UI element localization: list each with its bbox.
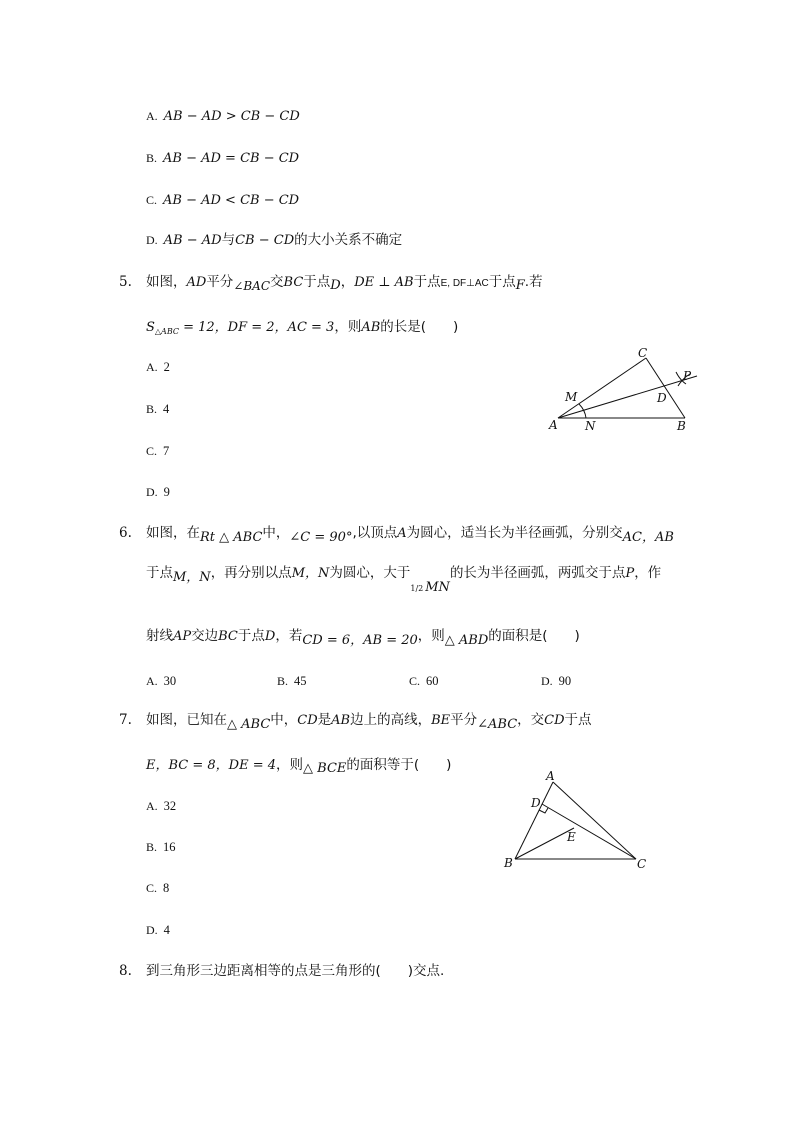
q5-stem-line1: 如图，AD平分∠BAC交BC于点D，DE ⊥ AB于点E, DF⊥AC于点F.若 — [146, 274, 543, 293]
q7-label-d: D — [531, 796, 541, 810]
q7-label-c: C — [637, 857, 647, 871]
q6-option-a: A. 30 — [146, 674, 177, 688]
q7-option-c: C. 8 — [146, 881, 170, 895]
q6-number: 6. — [119, 525, 132, 541]
q5-option-b: B. 4 — [146, 402, 170, 416]
q5-label-d: D — [657, 391, 667, 405]
q5-option-a: A. 2 — [146, 360, 170, 374]
q5-label-a: A — [549, 418, 558, 432]
q6-option-c: C. 60 — [409, 674, 439, 688]
q5-label-c: C — [638, 346, 648, 360]
q6-option-d: D. 90 — [541, 674, 572, 688]
q7-number: 7. — [119, 712, 132, 728]
q7-label-b: B — [504, 856, 513, 870]
q7-label-a: A — [546, 769, 555, 783]
q7-side-ab — [515, 782, 553, 859]
q6-stem-line2: 于点M，N，再分别以点M，N为圆心，大于$_{1/2}$ MN的长为半径画弧，两弧交于点P，作 — [146, 565, 662, 595]
q5-ray-ap — [558, 376, 697, 418]
q7-option-d: D. 4 — [146, 923, 170, 937]
q5-label-p: P — [683, 369, 692, 383]
q5-label-n: N — [585, 419, 596, 433]
q7-option-b: B. 16 — [146, 840, 176, 854]
q8-number: 8. — [119, 963, 132, 979]
q5-number: 5. — [119, 274, 132, 290]
q5-option-d: D. 9 — [146, 485, 170, 499]
q5-label-b: B — [677, 419, 686, 433]
q5-side-bc — [646, 358, 685, 418]
q7-side-ac — [553, 782, 636, 859]
q7-stem-line2: E，BC = 8，DE = 4，则△ BCE的面积等于( ) — [146, 757, 452, 776]
q5-side-ac — [558, 358, 646, 418]
q7-option-a: A. 32 — [146, 799, 177, 813]
q7-figure — [498, 764, 658, 876]
q8-stem: 到三角形三边距离相等的点是三角形的( )交点. — [146, 963, 445, 979]
q5-figure — [540, 340, 710, 440]
q4-option-a: A. AB − AD > CB − CD — [146, 109, 300, 124]
q7-stem-line1: 如图，已知在△ ABC中，CD是AB边上的高线，BE平分∠ABC，交CD于点 — [146, 712, 592, 732]
q7-bisector-be — [515, 828, 574, 859]
q6-option-b: B. 45 — [277, 674, 307, 688]
q6-stem-line1: 如图，在Rt △ ABC中，∠C = 90°,以顶点A为圆心，适当长为半径画弧，分别交AC，AB — [146, 525, 674, 545]
q4-option-c: C. AB − AD < CB − CD — [146, 193, 300, 208]
q6-stem-line3: 射线AP交边BC于点D，若CD = 6，AB = 20，则△ ABD的面积是( ) — [146, 628, 580, 648]
q4-option-b: B. AB − AD = CB − CD — [146, 151, 300, 166]
q5-option-c: C. 7 — [146, 444, 170, 458]
q5-label-m: M — [565, 390, 578, 404]
q7-label-e: E — [567, 830, 576, 844]
q5-stem-line2: $S_{\triangle ABC} = 12$，DF = 2，AC = 3，则AB的长是( ) — [146, 319, 459, 336]
q7-altitude-cd — [542, 804, 636, 859]
q4-option-d: D. AB − AD与CB − CD的大小关系不确定 — [146, 232, 403, 248]
